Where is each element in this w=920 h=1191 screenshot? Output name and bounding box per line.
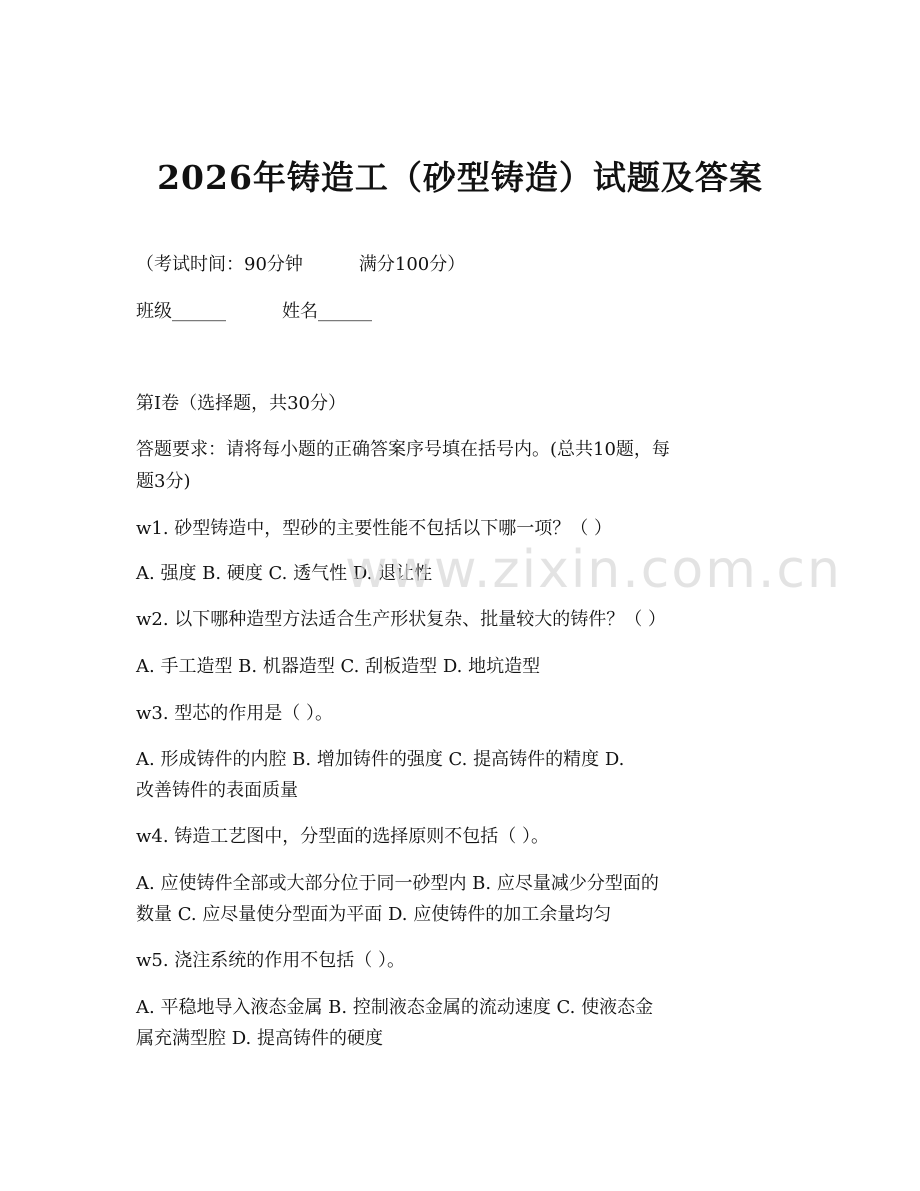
question-options-cont: 属充满型腔 D. 提高铸件的硬度 xyxy=(136,1028,383,1049)
question-options-cont: 改善铸件的表面质量 xyxy=(136,780,298,801)
question-stem: w3. 型芯的作用是（ ）。 xyxy=(136,703,334,724)
class-field: 班级______ xyxy=(136,301,226,322)
exam-time: （考试时间：90分钟 xyxy=(136,254,303,275)
question-stem: w1. 砂型铸造中，型砂的主要性能不包括以下哪一项？（ ） xyxy=(136,518,613,539)
question-options: A. 形成铸件的内腔 B. 增加铸件的强度 C. 提高铸件的精度 D. xyxy=(136,749,625,770)
question-options: A. 平稳地导入液态金属 B. 控制液态金属的流动速度 C. 使液态金 xyxy=(136,997,654,1018)
question-stem: w4. 铸造工艺图中，分型面的选择原则不包括（ ）。 xyxy=(136,826,550,847)
question-options-cont: 数量 C. 应尽量使分型面为平面 D. 应使铸件的加工余量均匀 xyxy=(136,904,612,925)
exam-score: 满分100分） xyxy=(358,254,466,275)
instruction-line-2: 题3分) xyxy=(136,471,191,492)
name-field: 姓名______ xyxy=(282,301,372,322)
question-options: A. 强度 B. 硬度 C. 透气性 D. 退让性 xyxy=(136,563,433,584)
section-heading: 第I卷（选择题，共30分） xyxy=(136,393,347,414)
question-stem: w2. 以下哪种造型方法适合生产形状复杂、批量较大的铸件？（ ） xyxy=(136,609,667,630)
exam-info xyxy=(136,248,786,282)
question-options: A. 手工造型 B. 机器造型 C. 刮板造型 D. 地坑造型 xyxy=(136,656,541,677)
instruction-line-1: 答题要求：请将每小题的正确答案序号填在括号内。(总共10题，每 xyxy=(136,439,670,460)
question-stem: w5. 浇注系统的作用不包括（ ）。 xyxy=(136,950,406,971)
watermark: www.zixin.com.cn xyxy=(345,540,842,600)
student-fields xyxy=(136,295,786,329)
question-options: A. 应使铸件全部或大部分位于同一砂型内 B. 应尽量减少分型面的 xyxy=(136,873,659,894)
page-title: 2026年铸造工（砂型铸造）试题及答案 xyxy=(157,158,763,197)
